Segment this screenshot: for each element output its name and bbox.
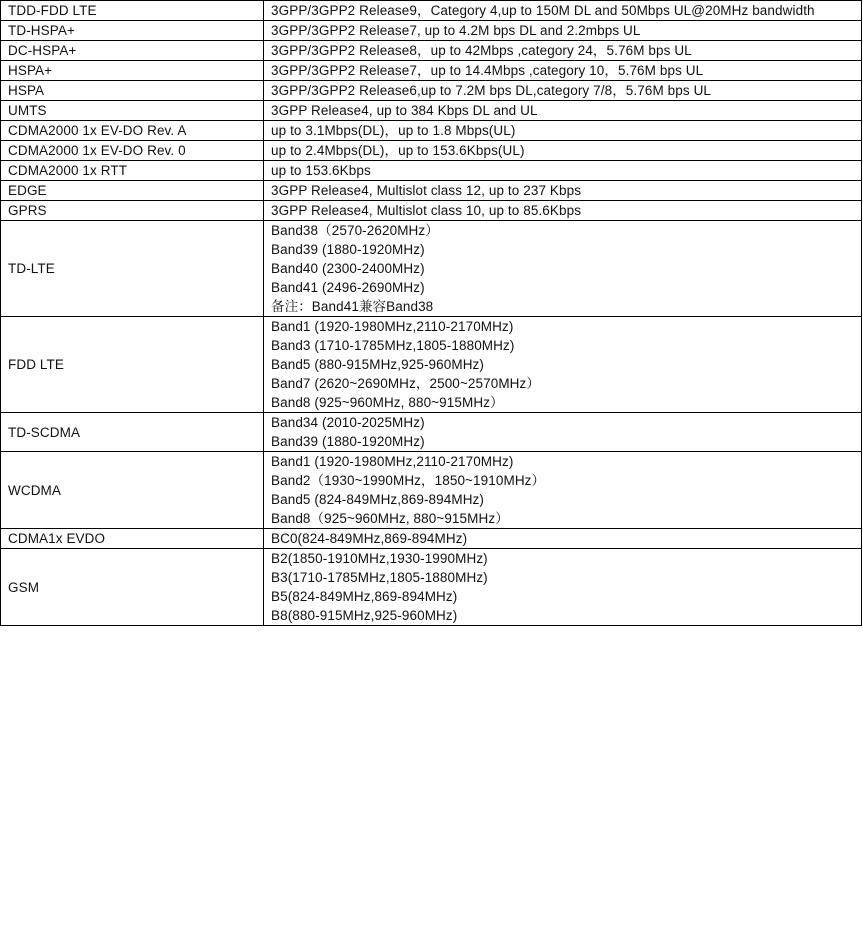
standard-detail-cell	[264, 121, 862, 141]
table-row	[1, 141, 862, 161]
standard-detail-cell	[264, 21, 862, 41]
detail-line: up to 3.1Mbps(DL)，up to 1.8 Mbps(UL)	[271, 123, 516, 138]
detail-line: up to 153.6Kbps	[271, 163, 371, 178]
detail-line: 3GPP/3GPP2 Release8，up to 42Mbps ,category 24，5.76M bps UL	[271, 43, 692, 58]
detail-line: 3GPP/3GPP2 Release9，Category 4,up to 150M DL and 50Mbps UL@20MHz bandwidth	[271, 3, 815, 18]
standard-name-cell: GSM	[1, 549, 264, 626]
standard-name-cell: FDD LTE	[1, 317, 264, 413]
standard-detail-cell	[264, 161, 862, 181]
standard-name-cell: TD-HSPA+	[1, 21, 264, 41]
detail-line: Band39 (1880-1920MHz)	[271, 242, 425, 257]
standard-detail-cell	[264, 101, 862, 121]
detail-line: Band1 (1920-1980MHz,2110-2170MHz)	[271, 454, 514, 469]
table-row	[1, 201, 862, 221]
table-row	[1, 452, 862, 529]
standard-detail-cell	[264, 41, 862, 61]
detail-line: Band39 (1880-1920MHz)	[271, 434, 425, 449]
detail-line: up to 2.4Mbps(DL)，up to 153.6Kbps(UL)	[271, 143, 525, 158]
standard-detail-cell	[264, 1, 862, 21]
detail-line: Band7 (2620~2690MHz，2500~2570MHz）	[271, 376, 540, 391]
detail-line: 3GPP/3GPP2 Release6,up to 7.2M bps DL,category 7/8，5.76M bps UL	[271, 83, 712, 98]
detail-line: 3GPP Release4, Multislot class 12, up to 237 Kbps	[271, 183, 582, 198]
standard-name-cell: DC-HSPA+	[1, 41, 264, 61]
standard-name-cell: CDMA1x EVDO	[1, 529, 264, 549]
standard-name-cell: WCDMA	[1, 452, 264, 529]
detail-line: Band38（2570-2620MHz）	[271, 223, 439, 238]
table-row	[1, 121, 862, 141]
standard-name-cell: GPRS	[1, 201, 264, 221]
standard-name-cell: EDGE	[1, 181, 264, 201]
detail-line: Band40 (2300-2400MHz)	[271, 261, 425, 276]
standard-detail-cell	[264, 141, 862, 161]
standard-name-cell: CDMA2000 1x EV-DO Rev. 0	[1, 141, 264, 161]
detail-line: 3GPP/3GPP2 Release7, up to 4.2M bps DL and 2.2mbps UL	[271, 23, 641, 38]
table-row	[1, 21, 862, 41]
standard-name-cell: TDD-FDD LTE	[1, 1, 264, 21]
detail-line: 备注：Band41兼容Band38	[271, 299, 434, 314]
standard-detail-cell	[264, 452, 862, 529]
table-row	[1, 101, 862, 121]
detail-line: Band34 (2010-2025MHz)	[271, 415, 425, 430]
standard-name-cell: CDMA2000 1x RTT	[1, 161, 264, 181]
standard-detail-cell	[264, 529, 862, 549]
table-row	[1, 549, 862, 626]
table-row	[1, 161, 862, 181]
table-row	[1, 81, 862, 101]
detail-line: 3GPP Release4, up to 384 Kbps DL and UL	[271, 103, 538, 118]
standard-detail-cell	[264, 61, 862, 81]
standard-name-cell: UMTS	[1, 101, 264, 121]
detail-line: BC0(824-849MHz,869-894MHz)	[271, 531, 468, 546]
table-row	[1, 413, 862, 452]
standard-detail-cell	[264, 549, 862, 626]
detail-line: B3(1710-1785MHz,1805-1880MHz)	[271, 570, 488, 585]
standard-name-cell: HSPA+	[1, 61, 264, 81]
standard-detail-cell	[264, 181, 862, 201]
table-row	[1, 61, 862, 81]
standard-name-cell: HSPA	[1, 81, 264, 101]
detail-line: Band2（1930~1990MHz，1850~1910MHz）	[271, 473, 546, 488]
detail-line: Band5 (880-915MHz,925-960MHz)	[271, 357, 485, 372]
detail-line: Band3 (1710-1785MHz,1805-1880MHz)	[271, 338, 515, 353]
detail-line: B5(824-849MHz,869-894MHz)	[271, 589, 458, 604]
standard-detail-cell	[264, 413, 862, 452]
detail-line: Band1 (1920-1980MHz,2110-2170MHz)	[271, 319, 514, 334]
table-row	[1, 317, 862, 413]
detail-line: Band41 (2496-2690MHz)	[271, 280, 425, 295]
table-row	[1, 529, 862, 549]
table-row	[1, 181, 862, 201]
standard-detail-cell	[264, 221, 862, 317]
standard-detail-cell	[264, 317, 862, 413]
detail-line: B8(880-915MHz,925-960MHz)	[271, 608, 458, 623]
table-row	[1, 221, 862, 317]
table-row	[1, 1, 862, 21]
detail-line: Band5 (824-849MHz,869-894MHz)	[271, 492, 485, 507]
standard-detail-cell	[264, 81, 862, 101]
standard-name-cell: TD-LTE	[1, 221, 264, 317]
table-row	[1, 41, 862, 61]
table-body	[1, 1, 862, 626]
detail-line: 3GPP/3GPP2 Release7，up to 14.4Mbps ,category 10，5.76M bps UL	[271, 63, 704, 78]
detail-line: Band8 (925~960MHz, 880~915MHz）	[271, 395, 504, 410]
detail-line: B2(1850-1910MHz,1930-1990MHz)	[271, 551, 488, 566]
standard-name-cell: CDMA2000 1x EV-DO Rev. A	[1, 121, 264, 141]
detail-line: 3GPP Release4, Multislot class 10, up to 85.6Kbps	[271, 203, 582, 218]
standard-detail-cell	[264, 201, 862, 221]
detail-line: Band8（925~960MHz, 880~915MHz）	[271, 511, 509, 526]
standard-name-cell: TD-SCDMA	[1, 413, 264, 452]
